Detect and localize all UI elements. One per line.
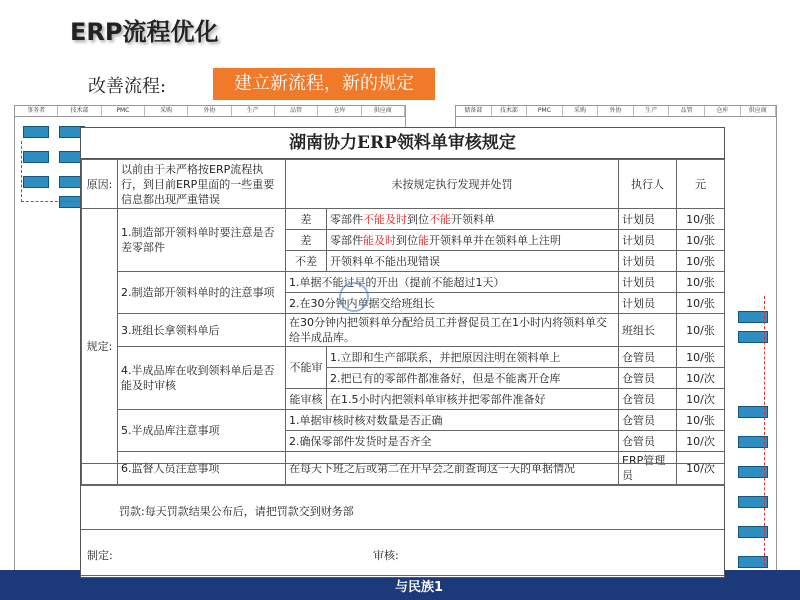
amount-cell: 10/张	[677, 272, 725, 293]
amount-cell: 10/张	[677, 251, 725, 272]
rule-text: 1.立即和生产部联系，并把原因注明在领料单上	[327, 347, 619, 368]
executor-cell: 仓管员	[619, 347, 677, 368]
amount-cell: 10/张	[677, 293, 725, 314]
rule-text-part: 不能及时	[363, 212, 407, 226]
flowchart-column-header: 生产	[634, 106, 670, 116]
flowchart-column-header: 仓库	[705, 106, 741, 116]
flowchart-column-header: PMC	[102, 106, 145, 116]
flowchart-column-header: 采购	[145, 106, 188, 116]
grid-line	[81, 575, 724, 576]
grid-line	[81, 463, 724, 464]
rule-text: 2.把已有的零部件都准备好，但是不能离开仓库	[327, 368, 619, 389]
rule-text-part: 开领料单并在领料单上注明	[429, 233, 561, 247]
rule-text-part: 能	[418, 233, 429, 247]
reason-text: 以前由于未严格按ERP流程执行，到目前ERP里面的一些重要信息都出现严重错误	[118, 160, 286, 209]
rule-text-part: 零部件	[330, 212, 363, 226]
penalty-header: 未按规定执行发现并处罚	[286, 160, 619, 209]
rule-text-part: 不能	[429, 212, 451, 226]
condition-cell: 不差	[286, 251, 327, 272]
flow-node	[23, 126, 49, 138]
rule-text: 1.单据审核时核对数量是否正确	[286, 410, 619, 431]
rule-text	[327, 230, 619, 251]
table-row	[82, 314, 725, 347]
amount-cell: 10/次	[677, 431, 725, 452]
rules-label: 规定:	[82, 209, 118, 485]
rule-text	[327, 209, 619, 230]
flowchart-column-header: 外协	[188, 106, 231, 116]
fine-note: 罚款:每天罚款结果公布后，请把罚款交到财务部	[119, 505, 354, 518]
amount-cell: 10/张	[677, 347, 725, 368]
flowchart-header-left	[15, 106, 405, 117]
flowchart-column-header: 储备部	[456, 106, 492, 116]
executor-header: 执行人	[619, 160, 677, 209]
page-title: ERP流程优化	[70, 18, 219, 46]
rule-text-part: 开领料单不能出现错误	[330, 254, 440, 268]
unit-header: 元	[677, 160, 725, 209]
executor-cell: 计划员	[619, 251, 677, 272]
amount-cell: 10/次	[677, 389, 725, 410]
flowchart-column-header: 品管	[275, 106, 318, 116]
amount-cell: 10/张	[677, 209, 725, 230]
flowchart-column-header: 外协	[598, 106, 634, 116]
executor-cell: ERP管理员	[619, 452, 677, 485]
rule-text-part: 能及时	[363, 233, 396, 247]
amount-cell: 10/次	[677, 452, 725, 485]
flowchart-column-header: 技术部	[492, 106, 528, 116]
reason-label: 原因:	[82, 160, 118, 209]
flowchart-header-right	[456, 106, 776, 117]
executor-cell: 计划员	[619, 230, 677, 251]
executor-cell: 仓管员	[619, 389, 677, 410]
executor-cell: 计划员	[619, 272, 677, 293]
rule-text-part: 开领料单	[451, 212, 495, 226]
rules-table	[81, 159, 725, 485]
rule-text-part: 到位	[396, 233, 418, 247]
rule-text-part: 零部件	[330, 233, 363, 247]
flowchart-column-header: PMC	[527, 106, 563, 116]
rule-text: 2.在30分钟内单据交给班组长	[286, 293, 619, 314]
table-row	[82, 272, 725, 293]
executor-cell: 计划员	[619, 293, 677, 314]
grid-line	[81, 485, 724, 486]
rule-text: 2.确保零部件发货时是否齐全	[286, 431, 619, 452]
executor-cell: 仓管员	[619, 410, 677, 431]
flowchart-column-header: 事务者	[15, 106, 58, 116]
executor-cell: 计划员	[619, 209, 677, 230]
flow-connector	[21, 141, 82, 202]
rule-item: 6.监督人员注意事项	[118, 452, 286, 485]
requisition-rules-document	[80, 127, 725, 578]
rule-item: 5.半成品库注意事项	[118, 410, 286, 452]
amount-cell: 10/张	[677, 410, 725, 431]
rule-text	[327, 251, 619, 272]
condition-cell: 差	[286, 230, 327, 251]
new-rule-banner: 建立新流程，新的规定	[213, 68, 435, 100]
table-row	[82, 410, 725, 431]
grid-line	[81, 529, 724, 530]
rule-item: 3.班组长拿领料单后	[118, 314, 286, 347]
rule-text-part: 到位	[407, 212, 429, 226]
condition-cell: 能审核	[286, 389, 327, 410]
amount-cell: 10/次	[677, 368, 725, 389]
flowchart-column-header: 采购	[563, 106, 599, 116]
watermark-logo-icon	[339, 282, 369, 312]
reviewer-label: 审核:	[373, 549, 399, 562]
table-row	[82, 160, 725, 209]
flowchart-column-header: 供应商	[362, 106, 405, 116]
blank-grid-area	[81, 463, 724, 577]
document-title: 湖南协力ERP领料单审核规定	[81, 128, 724, 159]
flowchart-column-header: 供应商	[741, 106, 777, 116]
executor-cell: 仓管员	[619, 368, 677, 389]
flowchart-column-header: 技术部	[58, 106, 101, 116]
executor-cell: 班组长	[619, 314, 677, 347]
rule-text: 在30分钟内把领料单分配给员工并督促员工在1小时内将领料单交给半成品库。	[286, 314, 619, 347]
flowchart-column-header: 仓库	[318, 106, 361, 116]
rule-item: 1.制造部开领料单时要注意是否差零部件	[118, 209, 286, 272]
condition-cell: 差	[286, 209, 327, 230]
improve-flow-label: 改善流程:	[88, 76, 167, 97]
amount-cell: 10/张	[677, 314, 725, 347]
rule-text: 在1.5小时内把领料单审核并把零部件准备好	[327, 389, 619, 410]
maker-label: 制定:	[87, 549, 113, 562]
rule-item: 2.制造部开领料单时的注意事项	[118, 272, 286, 314]
flowchart-column-header: 品管	[669, 106, 705, 116]
table-row	[82, 347, 725, 368]
rule-text: 1.单据不能过早的开出（提前不能超过1天）	[286, 272, 619, 293]
executor-cell: 仓管员	[619, 431, 677, 452]
amount-cell: 10/张	[677, 230, 725, 251]
condition-cell: 不能审	[286, 347, 327, 389]
flow-connector	[724, 296, 765, 566]
rule-item: 4.半成品库在收到领料单后是否能及时审核	[118, 347, 286, 410]
flowchart-column-header: 生产	[232, 106, 275, 116]
table-row	[82, 209, 725, 230]
rule-text: 在每天下班之后或第二在开早会之前查询这一天的单据情况	[286, 452, 619, 485]
bottom-banner-text: 与民族1	[395, 580, 444, 595]
